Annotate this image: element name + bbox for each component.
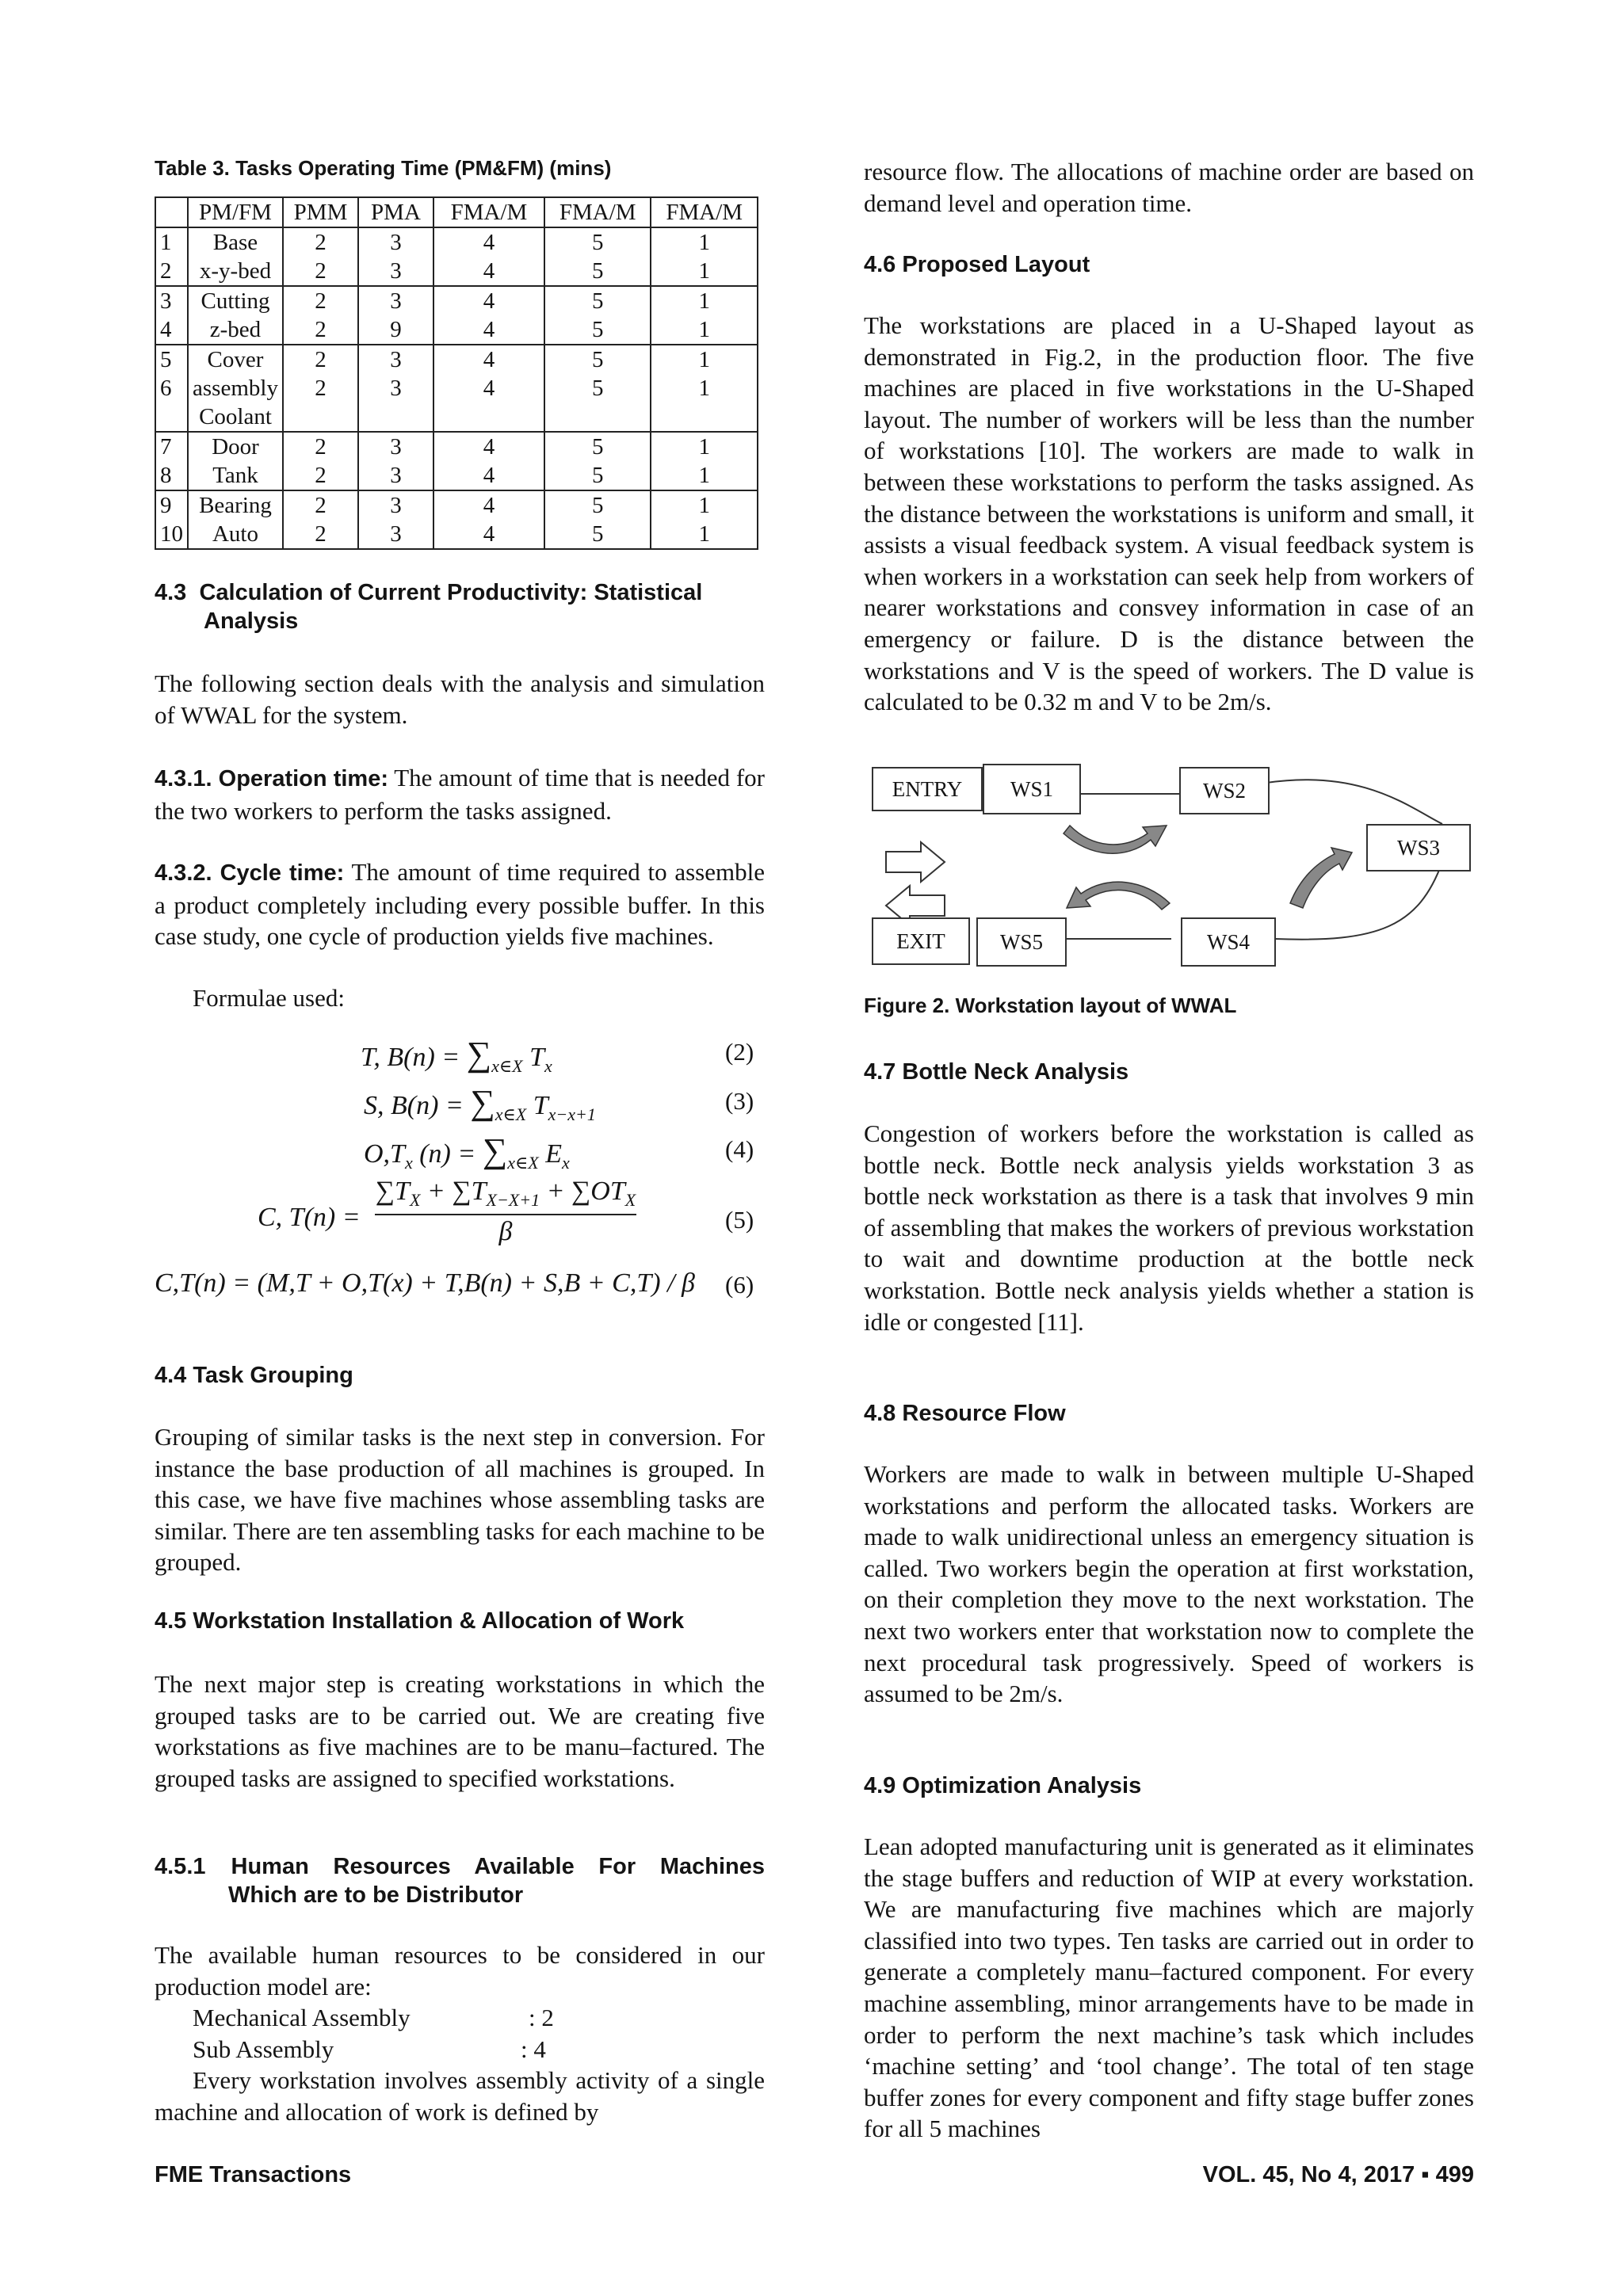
table-cell: 4 xyxy=(433,520,544,549)
table-cell: 5 xyxy=(544,345,651,374)
table-cell: 4 xyxy=(433,315,544,345)
table-cell: 5 xyxy=(544,461,651,490)
section-4-7-heading: 4.7 Bottle Neck Analysis xyxy=(864,1059,1129,1085)
table-cell: 10 xyxy=(155,520,188,549)
flow-arrow-ws4-ws5-icon xyxy=(1067,882,1170,910)
table-cell: 2 xyxy=(283,490,358,520)
table-cell: 4 xyxy=(433,374,544,402)
table-cell: 5 xyxy=(544,490,651,520)
section-4-5-1-paragraph-2: Every workstation involves assembly activity of a single machine and allocation of work is defined by xyxy=(155,2066,765,2126)
table-cell xyxy=(155,402,188,432)
resource-flow-continuation: resource flow. The allocations of machine order are based on demand level and operation time. xyxy=(864,158,1474,217)
table-cell: 7 xyxy=(155,432,188,461)
list-item: Sub Assembly : 4 xyxy=(193,2035,546,2063)
table-cell: 8 xyxy=(155,461,188,490)
table-header-cell: PM/FM xyxy=(188,197,283,227)
table-cell: 3 xyxy=(358,345,433,374)
table-cell: Cutting xyxy=(188,286,283,315)
section-4-3-2-paragraph: 4.3.2. Cycle time: The amount of time required to assemble a product completely including every possible buffer. In this case study, one cycle of production yields five machines. xyxy=(155,858,765,951)
equation-4: $O,T_x$ $(n) = \sum_{x\in X}$ $E_x$ xyxy=(364,1131,570,1173)
table-cell: 3 xyxy=(358,257,433,286)
table-cell: 3 xyxy=(358,286,433,315)
table-cell: 2 xyxy=(283,227,358,257)
table-cell: 1 xyxy=(651,345,758,374)
section-4-4-paragraph: Grouping of similar tasks is the next step in conversion. For instance the base production of all machines is grouped. In this case, we have five machines whose assembling tasks are similar. There are ten assembling tasks for each machine to be grouped. xyxy=(155,1423,765,1577)
section-4-3-1-paragraph: 4.3.1. Operation time: The amount of time that is needed for the two workers to perform the tasks assigned. xyxy=(155,764,765,825)
table-cell: 9 xyxy=(358,315,433,345)
equation-3-number: (3) xyxy=(725,1087,754,1115)
table-cell: 2 xyxy=(283,257,358,286)
equation-5-number: (5) xyxy=(725,1206,754,1234)
table-cell: 4 xyxy=(155,315,188,345)
table-cell: Coolant xyxy=(188,402,283,432)
table-cell: 3 xyxy=(358,520,433,549)
table-cell: 1 xyxy=(651,520,758,549)
footer-volume-page: VOL. 45, No 4, 2017 ▪ 499 xyxy=(1202,2162,1474,2187)
workstation-layout-figure xyxy=(872,761,1474,990)
table-cell xyxy=(358,402,433,432)
table-cell xyxy=(544,402,651,432)
table-header-row xyxy=(155,197,758,227)
section-4-9-heading: 4.9 Optimization Analysis xyxy=(864,1773,1142,1798)
table-cell: 2 xyxy=(283,461,358,490)
formulae-label: Formulae used: xyxy=(193,984,345,1012)
table-cell: 1 xyxy=(155,227,188,257)
section-4-5-1-heading xyxy=(155,1852,765,1909)
table-cell xyxy=(283,402,358,432)
flow-arrow-ws3-ws4-icon xyxy=(1290,848,1352,908)
table-body xyxy=(155,197,758,549)
table-row xyxy=(155,402,758,432)
table-cell: 1 xyxy=(651,315,758,345)
table-cell: 2 xyxy=(283,315,358,345)
table-cell: 4 xyxy=(433,461,544,490)
table-row xyxy=(155,461,758,490)
table-header-cell: FMA/M xyxy=(544,197,651,227)
equation-2: T, $B(n) = \sum_{x\in X}$ $T_x$ xyxy=(361,1035,552,1076)
table-row xyxy=(155,490,758,520)
table-row xyxy=(155,286,758,315)
section-4-5-1-heading-line1: 4.5.1 Human Resources Available For Machines xyxy=(155,1854,765,1879)
table-row xyxy=(155,432,758,461)
table-cell: 1 xyxy=(651,374,758,402)
table-header-cell: PMM xyxy=(283,197,358,227)
table-cell: 1 xyxy=(651,490,758,520)
list-item: Mechanical Assembly : 2 xyxy=(193,2004,554,2031)
table-cell xyxy=(651,402,758,432)
exit-box: EXIT xyxy=(872,917,970,965)
table-row xyxy=(155,315,758,345)
table-header-cell: FMA/M xyxy=(433,197,544,227)
table-cell: 2 xyxy=(283,286,358,315)
section-4-3-paragraph: The following section deals with the analysis and simulation of WWAL for the system. xyxy=(155,669,765,729)
table-caption: Table 3. Tasks Operating Time (PM&FM) (mins) xyxy=(155,156,612,180)
table-cell: 5 xyxy=(544,520,651,549)
flow-arrow-ws1-ws2-icon xyxy=(1064,826,1167,853)
ws3-box: WS3 xyxy=(1366,824,1471,871)
table-cell: 3 xyxy=(358,374,433,402)
table-cell: Tank xyxy=(188,461,283,490)
human-resources-list xyxy=(193,2002,554,2065)
table-cell: 3 xyxy=(358,227,433,257)
table-cell: 5 xyxy=(544,286,651,315)
table-cell: 5 xyxy=(544,374,651,402)
table-cell: 4 xyxy=(433,490,544,520)
footer-journal-name: FME Transactions xyxy=(155,2162,352,2187)
equation-3: S, $B(n) = \sum_{x\in X}$ $T_{x-x+1}$ xyxy=(364,1083,596,1124)
section-4-8-heading: 4.8 Resource Flow xyxy=(864,1401,1066,1426)
ws5-box: WS5 xyxy=(976,917,1067,967)
table-cell: 3 xyxy=(358,490,433,520)
table-cell: 6 xyxy=(155,374,188,402)
table-row xyxy=(155,257,758,286)
table-cell: Door xyxy=(188,432,283,461)
table-row xyxy=(155,374,758,402)
connector-ws2-ws3 xyxy=(1266,780,1442,824)
table-cell: z-bed xyxy=(188,315,283,345)
section-4-5-heading: 4.5 Workstation Installation & Allocation of Work xyxy=(155,1608,685,1634)
section-4-6-heading: 4.6 Proposed Layout xyxy=(864,252,1090,277)
table-cell: 4 xyxy=(433,257,544,286)
section-4-4-heading: 4.4 Task Grouping xyxy=(155,1363,353,1388)
section-4-5-paragraph: The next major step is creating workstations in which the grouped tasks are to be carried out. We are creating five workstations as five machines are to be manu–factured. The grouped tasks are assigned to specified workstations. xyxy=(155,1670,765,1792)
table-cell: 2 xyxy=(155,257,188,286)
tasks-operating-time-table xyxy=(155,196,758,550)
equation-4-number: (4) xyxy=(725,1135,754,1163)
table-cell: 9 xyxy=(155,490,188,520)
figure-2-caption: Figure 2. Workstation layout of WWAL xyxy=(864,994,1237,1017)
table-cell: 1 xyxy=(651,257,758,286)
table-row xyxy=(155,520,758,549)
table-cell: Auto xyxy=(188,520,283,549)
table-cell: 5 xyxy=(155,345,188,374)
table-cell: 2 xyxy=(283,374,358,402)
table-row xyxy=(155,227,758,257)
table-cell: 4 xyxy=(433,432,544,461)
equation-6-number: (6) xyxy=(725,1271,754,1299)
table-cell: 5 xyxy=(544,432,651,461)
equation-5-denominator: β xyxy=(498,1216,513,1246)
table-cell: 1 xyxy=(651,432,758,461)
table-row xyxy=(155,345,758,374)
table-header-cell: PMA xyxy=(358,197,433,227)
entry-box: ENTRY xyxy=(872,767,983,811)
table-cell: Cover xyxy=(188,345,283,374)
table-cell: 2 xyxy=(283,432,358,461)
ws2-box: WS2 xyxy=(1179,767,1270,814)
equation-5-fraction xyxy=(375,1177,636,1247)
table-cell: Bearing xyxy=(188,490,283,520)
table-cell: 3 xyxy=(358,461,433,490)
section-4-9-paragraph: Lean adopted manufacturing unit is generated as it eliminates the stage buffers and reduction of WIP at every workstation. We are manufacturing five machines which are majorly classified into two types. Ten tasks are carried out in order to generate a completely manu–factured component. For every machine assembling, minor arrangements have to be made in order to perform the next machine’s task which includes ‘machine setting’ and ‘tool change’. The total of ten stage buffer zones for every component and fifty stage buffer zones for all 5 machines xyxy=(864,1833,1474,2143)
equation-5-lhs: C, T(n) = xyxy=(258,1203,361,1232)
table-cell: 5 xyxy=(544,315,651,345)
section-4-5-1-heading-line2: Which are to be Distributor xyxy=(228,1882,524,1908)
ws1-box: WS1 xyxy=(983,764,1081,814)
table-cell: 5 xyxy=(544,227,651,257)
section-4-6-paragraph: The workstations are placed in a U-Shaped layout as demonstrated in Fig.2, in the production floor. The five machines are placed in five workstations in the U-Shaped layout. The number of workers will be less than the number of workstations [10]. The workers are made to walk in between these workstations to perform the tasks assigned. As the distance between the workstations is uniform and small, it assists a visual feedback system. A visual feedback system is when workers in a workstation can seek help from workers of nearer workstations and consvey information in case of an emergency or failure. D is the distance between the workstations and V is the speed of workers. The D value is calculated to be 0.32 m and V to be 2m/s. xyxy=(864,311,1474,716)
equation-5-numerator: $\sum T_X + \sum T_{X-X+1} + \sum OT_X$ xyxy=(375,1177,636,1215)
equation-2-number: (2) xyxy=(725,1038,754,1066)
section-4-7-paragraph: Congestion of workers before the workstation is called as bottle neck. Bottle neck analysis yields workstation 3 as bottle neck workstation as there is a task that involves 9 min of assembling that makes the workers of previous workstation to wait and downtime production at the bottle neck workstation. Bottle neck analysis yields whether a station is idle or congested [11]. xyxy=(864,1119,1474,1336)
table-cell: 1 xyxy=(651,227,758,257)
table-cell: 1 xyxy=(651,461,758,490)
table-header-cell xyxy=(155,197,188,227)
section-4-3-heading: 4.3 Calculation of Current Productivity: Statistical Analysis xyxy=(155,580,703,634)
table-cell: 2 xyxy=(283,345,358,374)
table-cell xyxy=(433,402,544,432)
table-cell: 3 xyxy=(155,286,188,315)
table-cell: 1 xyxy=(651,286,758,315)
entry-arrow-icon xyxy=(886,842,945,882)
table-cell: 5 xyxy=(544,257,651,286)
table-cell: 2 xyxy=(283,520,358,549)
ws4-box: WS4 xyxy=(1181,917,1276,967)
table-cell: x-y-bed xyxy=(188,257,283,286)
table-cell: 4 xyxy=(433,345,544,374)
table-cell: 3 xyxy=(358,432,433,461)
equation-6: C,T(n) = (M,T + O,T(x) + T,B(n) + S,B + C,T) / β xyxy=(155,1268,695,1298)
table-header-cell: FMA/M xyxy=(651,197,758,227)
section-4-8-paragraph: Workers are made to walk in between multiple U-Shaped workstations and perform the allocated tasks. Workers are made to walk unidirectional unless an emergency situation is called. Two workers begin the operation at first workstation, on their completion they move to the next workstation. The next two workers enter that workstation now to complete the next procedural task progressively. Speed of workers is assumed to be 2m/s. xyxy=(864,1460,1474,1708)
table-cell: 4 xyxy=(433,286,544,315)
table-cell: 4 xyxy=(433,227,544,257)
table-cell: Base xyxy=(188,227,283,257)
section-4-5-1-paragraph: The available human resources to be considered in our production model are: xyxy=(155,1941,765,2000)
table-cell: assembly xyxy=(188,374,283,402)
